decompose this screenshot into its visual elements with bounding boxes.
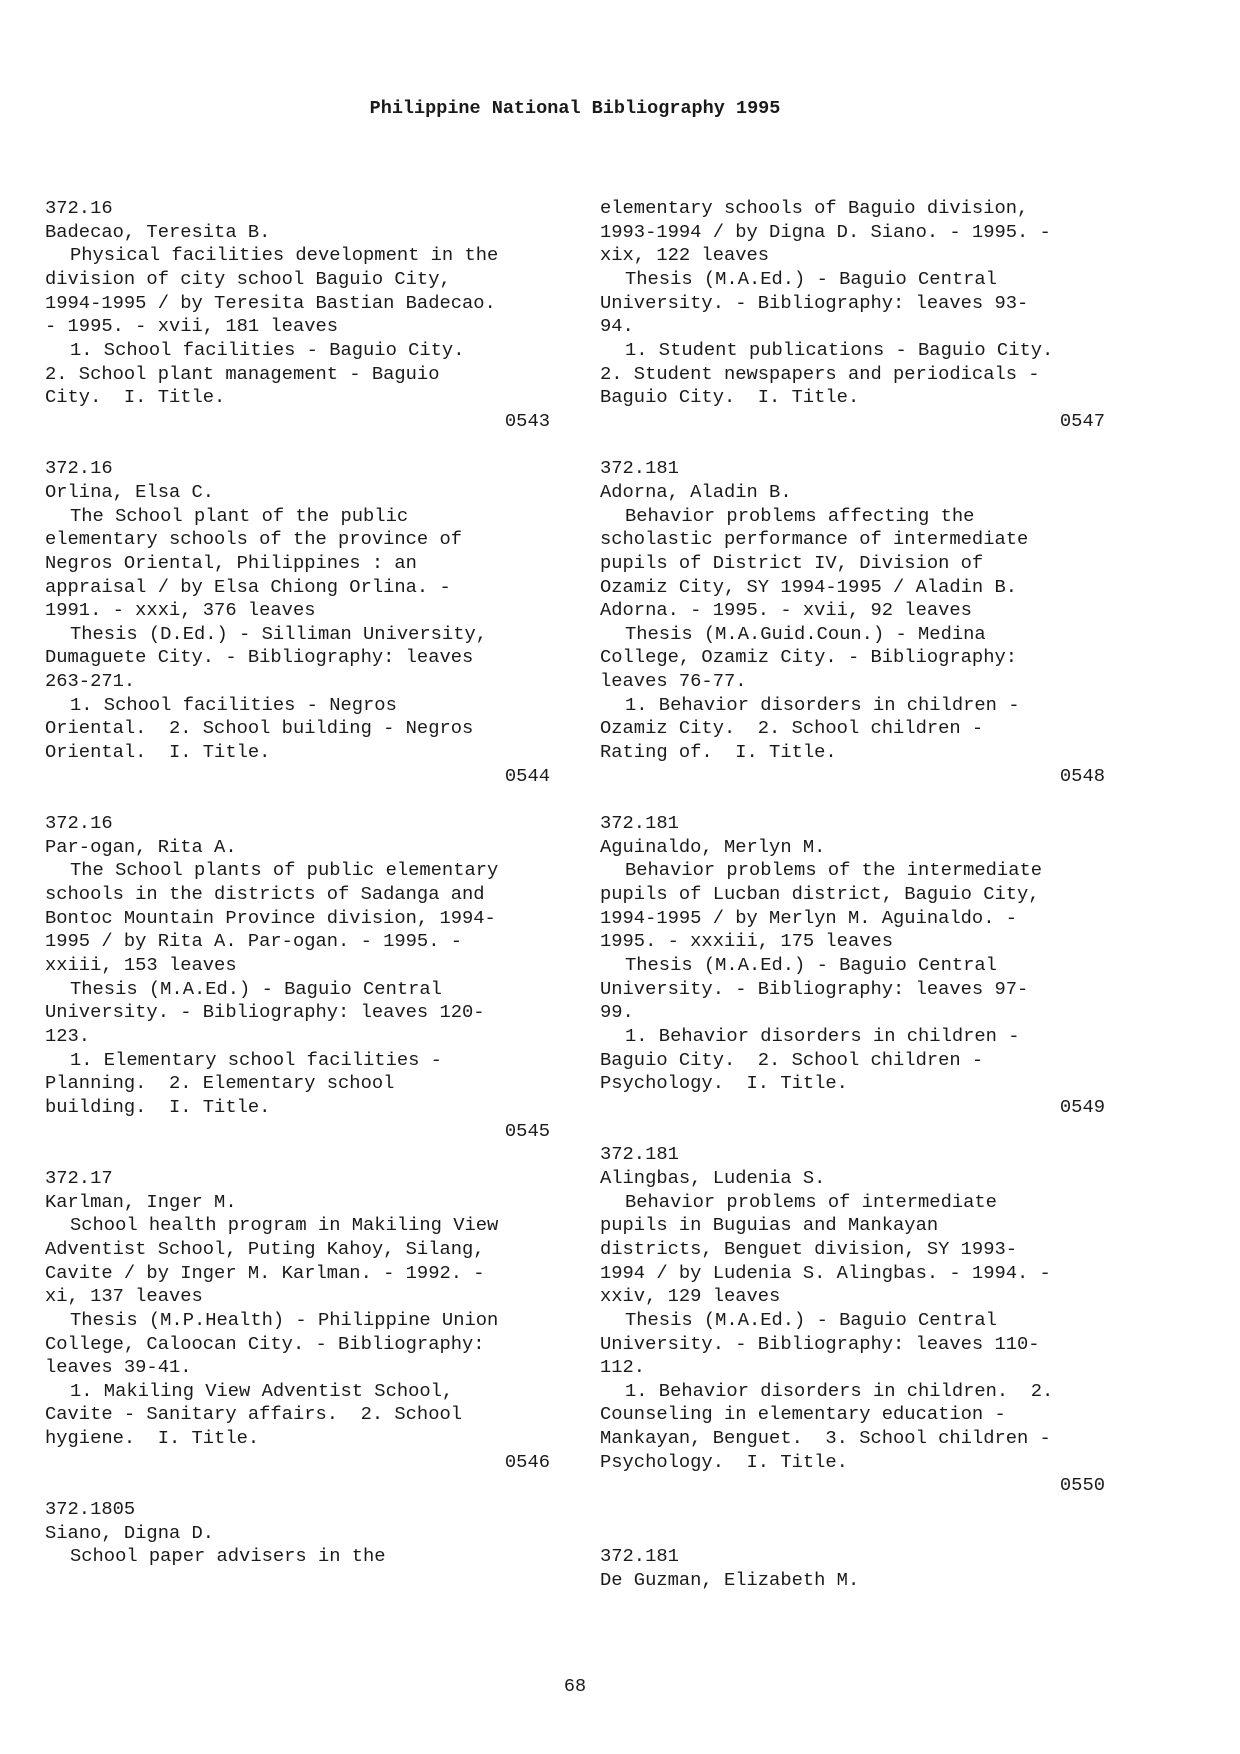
note-line: Thesis (D.Ed.) - Silliman University, (70, 622, 488, 645)
subject-line: Oriental. I. Title. (45, 741, 271, 764)
title-line: Adventist School, Puting Kahoy, Silang, (45, 1237, 485, 1260)
subject-line: Ozamiz City. 2. School children - (600, 717, 984, 740)
subject-line: 1. School facilities - Negros (70, 693, 397, 716)
subject-line: 1. Behavior disorders in children. 2. (625, 1379, 1054, 1402)
subject-line: building. I. Title. (45, 1095, 271, 1118)
subject-line: Cavite - Sanitary affairs. 2. School (45, 1403, 463, 1426)
title-line: pupils in Buguias and Mankayan (600, 1214, 939, 1237)
title-line: xxiv, 129 leaves (600, 1285, 781, 1308)
bib-entry-0543 (45, 197, 550, 434)
subject-line: Psychology. I. Title. (600, 1450, 848, 1473)
bib-entry-0547-cont (600, 197, 1105, 434)
title-line: pupils of District IV, Division of (600, 551, 984, 574)
note-line: Thesis (M.P.Health) - Philippine Union (70, 1308, 499, 1331)
call-number: 372.181 (600, 457, 679, 480)
title-line: division of city school Baguio City, (45, 267, 451, 290)
note-line: Thesis (M.A.Guid.Coun.) - Medina (625, 622, 986, 645)
bib-entry-0545 (45, 812, 550, 1143)
title-line: The School plant of the public (70, 504, 409, 527)
subject-line: 1. School facilities - Baguio City. (70, 338, 465, 361)
subject-line: 1. Student publications - Baguio City. (625, 338, 1054, 361)
bib-entry-0549 (600, 812, 1105, 1120)
title-line: Bontoc Mountain Province division, 1994- (45, 906, 496, 929)
title-line: The School plants of public elementary (70, 859, 499, 882)
title-line: - 1995. - xvii, 181 leaves (45, 315, 339, 338)
note-line: 263-271. (45, 670, 136, 693)
subject-line: 1. Makiling View Adventist School, (70, 1379, 454, 1402)
subject-line: 2. School plant management - Baguio (45, 362, 440, 385)
entry-number: 0544 (504, 764, 550, 787)
note-line: College, Caloocan City. - Bibliography: (45, 1332, 485, 1355)
entry-number: 0546 (504, 1450, 550, 1473)
note-line: Thesis (M.A.Ed.) - Baguio Central (625, 1308, 997, 1331)
title-line: School paper advisers in the (70, 1545, 386, 1568)
note-line: 99. (600, 1001, 634, 1024)
bib-entry-0548 (600, 457, 1105, 788)
call-number: 372.16 (45, 457, 113, 480)
author: Karlman, Inger M. (45, 1190, 237, 1213)
title-line: Negros Oriental, Philippines : an (45, 551, 417, 574)
author: Alingbas, Ludenia S. (600, 1166, 826, 1189)
note-line: 94. (600, 315, 634, 338)
bib-entry-0547-start (45, 1498, 550, 1569)
title-line: xxiii, 153 leaves (45, 954, 237, 976)
note-line: 123. (45, 1024, 91, 1047)
call-number: 372.181 (600, 1545, 679, 1568)
title-line: 1993-1994 / by Digna D. Siano. - 1995. - (600, 220, 1051, 243)
note-line: University. - Bibliography: leaves 110- (600, 1332, 1040, 1355)
subject-line: Baguio City. I. Title. (600, 386, 860, 409)
author: Siano, Digna D. (45, 1521, 215, 1544)
bib-entry-0544 (45, 457, 550, 788)
note-line: University. - Bibliography: leaves 120- (45, 1001, 485, 1024)
subject-line: 1. Elementary school facilities - (70, 1048, 442, 1071)
title-line: 1995 / by Rita A. Par-ogan. - 1995. - (45, 930, 463, 953)
title-line: Behavior problems affecting the (625, 504, 975, 527)
bib-entry-0550 (600, 1143, 1105, 1498)
title-line: appraisal / by Elsa Chiong Orlina. - (45, 575, 451, 598)
call-number: 372.181 (600, 812, 679, 835)
entry-number: 0550 (1059, 1474, 1105, 1497)
subject-line: 1. Behavior disorders in children - (625, 1024, 1020, 1047)
author: Aguinaldo, Merlyn M. (600, 835, 826, 858)
title-line: Behavior problems of the intermediate (625, 859, 1043, 882)
subject-line: Mankayan, Benguet. 3. School children - (600, 1427, 1051, 1450)
subject-line: Rating of. I. Title. (600, 741, 837, 764)
author: Adorna, Aladin B. (600, 480, 792, 503)
page-title: Philippine National Bibliography 1995 (369, 98, 781, 119)
call-number: 372.16 (45, 197, 113, 219)
author: Par-ogan, Rita A. (45, 835, 237, 858)
subject-line: Oriental. 2. School building - Negros (45, 717, 474, 740)
author: Badecao, Teresita B. (45, 220, 271, 243)
subject-line: Baguio City. 2. School children - (600, 1048, 984, 1071)
note-line: leaves 39-41. (45, 1356, 192, 1379)
entry-number: 0549 (1059, 1095, 1105, 1118)
entry-number: 0545 (504, 1119, 550, 1142)
subject-line: hygiene. I. Title. (45, 1427, 260, 1450)
title-line: schools in the districts of Sadanga and (45, 883, 485, 906)
call-number: 372.181 (600, 1143, 679, 1166)
subject-line: Counseling in elementary education - (600, 1403, 1006, 1426)
note-line: University. - Bibliography: leaves 97- (600, 977, 1029, 1000)
title-line: 1991. - xxxi, 376 leaves (45, 599, 316, 622)
note-line: Dumaguete City. - Bibliography: leaves (45, 646, 474, 669)
title-line: Ozamiz City, SY 1994-1995 / Aladin B. (600, 575, 1018, 598)
title-line: Cavite / by Inger M. Karlman. - 1992. - (45, 1261, 485, 1284)
note-line: College, Ozamiz City. - Bibliography: (600, 646, 1018, 669)
subject-line: 2. Student newspapers and periodicals - (600, 362, 1040, 385)
call-number: 372.17 (45, 1166, 113, 1189)
right-column (600, 197, 1105, 1593)
title-line: 1994-1995 / by Teresita Bastian Badecao. (45, 291, 496, 314)
entry-number: 0547 (1059, 409, 1105, 432)
title-line: xi, 137 leaves (45, 1285, 203, 1308)
title-line: 1994-1995 / by Merlyn M. Aguinaldo. - (600, 906, 1018, 929)
note-line: leaves 76-77. (600, 670, 747, 693)
title-line: elementary schools of Baguio division, (600, 197, 1029, 219)
title-line: School health program in Makiling View (70, 1214, 499, 1237)
page-number: 68 (563, 1676, 587, 1697)
title-line: elementary schools of the province of (45, 528, 463, 551)
note-line: Thesis (M.A.Ed.) - Baguio Central (625, 267, 997, 290)
note-line: Thesis (M.A.Ed.) - Baguio Central (70, 977, 442, 1000)
title-line: Adorna. - 1995. - xvii, 92 leaves (600, 599, 972, 622)
note-line: University. - Bibliography: leaves 93- (600, 291, 1029, 314)
title-line: pupils of Lucban district, Baguio City, (600, 883, 1040, 906)
title-line: districts, Benguet division, SY 1993- (600, 1237, 1018, 1260)
title-line: 1995. - xxxiii, 175 leaves (600, 930, 894, 953)
subject-line: 1. Behavior disorders in children - (625, 693, 1020, 716)
subject-line: City. I. Title. (45, 386, 226, 409)
title-line: scholastic performance of intermediate (600, 528, 1029, 551)
author: Orlina, Elsa C. (45, 480, 215, 503)
call-number: 372.1805 (45, 1498, 136, 1521)
call-number: 372.16 (45, 812, 113, 835)
subject-line: Psychology. I. Title. (600, 1072, 848, 1095)
title-line: Physical facilities development in the (70, 244, 499, 267)
note-line: Thesis (M.A.Ed.) - Baguio Central (625, 954, 997, 976)
subject-line: Planning. 2. Elementary school (45, 1072, 395, 1095)
entry-number: 0548 (1059, 764, 1105, 787)
author: De Guzman, Elizabeth M. (600, 1569, 860, 1592)
bib-entry-0551-start (600, 1545, 1105, 1592)
note-line: 112. (600, 1356, 646, 1379)
title-line: 1994 / by Ludenia S. Alingbas. - 1994. - (600, 1261, 1051, 1284)
title-line: Behavior problems of intermediate (625, 1190, 997, 1213)
left-column (45, 197, 550, 1569)
entry-number: 0543 (504, 409, 550, 432)
title-line: xix, 122 leaves (600, 244, 770, 267)
bib-entry-0546 (45, 1167, 550, 1475)
